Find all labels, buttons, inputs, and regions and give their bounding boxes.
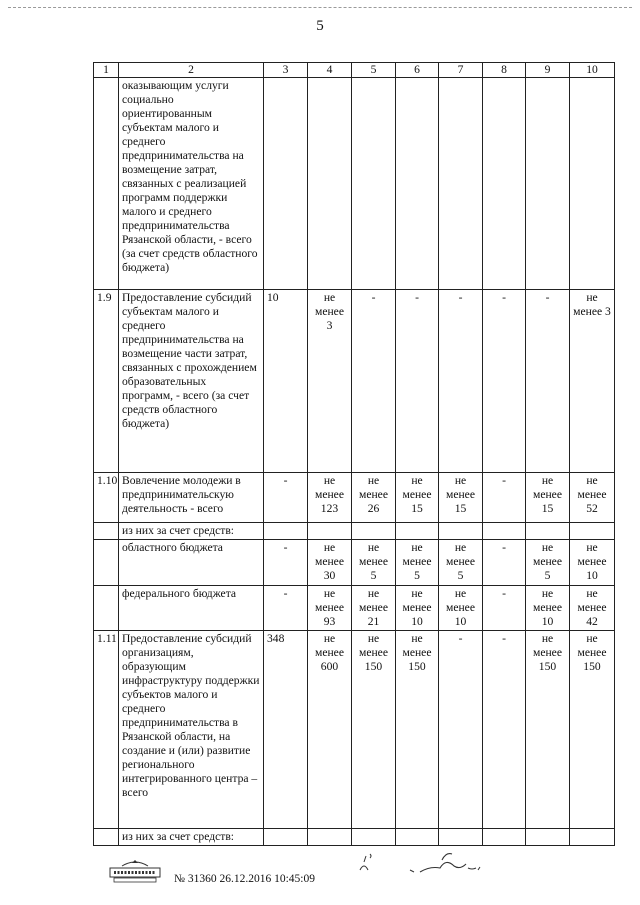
value-cell (570, 523, 615, 540)
top-scan-line (8, 7, 632, 8)
value-cell: не менее 150 (396, 631, 439, 829)
header-cell: 2 (119, 63, 264, 78)
value-cell: - (264, 540, 308, 586)
registration-number: № 31360 26.12.2016 10:45:09 (174, 873, 315, 885)
table-header-row (94, 63, 615, 78)
table-row (94, 78, 615, 290)
row-number: 1.11 (94, 631, 119, 829)
value-cell: - (396, 290, 439, 473)
value-cell: не менее 123 (308, 473, 352, 523)
value-cell: не менее 21 (352, 586, 396, 631)
value-cell: - (526, 290, 570, 473)
value-cell: - (483, 290, 526, 473)
value-cell (396, 523, 439, 540)
table-row (94, 631, 615, 829)
value-cell (308, 523, 352, 540)
value-cell: 10 (264, 290, 308, 473)
value-cell: - (439, 631, 483, 829)
value-cell (352, 523, 396, 540)
header-cell: 5 (352, 63, 396, 78)
value-cell (352, 78, 396, 290)
value-cell: не менее 5 (526, 540, 570, 586)
row-description: из них за счет средств: (119, 523, 264, 540)
value-cell: не менее 42 (570, 586, 615, 631)
value-cell: не менее 150 (526, 631, 570, 829)
value-cell: не менее 5 (352, 540, 396, 586)
value-cell: - (483, 586, 526, 631)
indicators-table (93, 62, 615, 846)
value-cell (439, 523, 483, 540)
table-row (94, 523, 615, 540)
value-cell: 348 (264, 631, 308, 829)
row-number: 1.10 (94, 473, 119, 523)
value-cell: не менее 5 (439, 540, 483, 586)
row-number (94, 586, 119, 631)
row-description: Предоставление субсидий субъектам малого и среднего предпринимательства на возмещение части затрат, связанных с прохождением образовательных программ, - всего (за счет средств областного бюджета) (119, 290, 264, 473)
value-cell (526, 523, 570, 540)
value-cell: не менее 15 (396, 473, 439, 523)
value-cell: не менее 10 (526, 586, 570, 631)
table-row (94, 473, 615, 523)
value-cell: - (352, 290, 396, 473)
value-cell (264, 829, 308, 846)
value-cell (483, 523, 526, 540)
header-cell: 1 (94, 63, 119, 78)
header-cell: 9 (526, 63, 570, 78)
header-cell: 7 (439, 63, 483, 78)
value-cell (439, 78, 483, 290)
row-number (94, 78, 119, 290)
header-cell: 4 (308, 63, 352, 78)
row-description: федерального бюджета (119, 586, 264, 631)
header-cell: 8 (483, 63, 526, 78)
page-number: 5 (316, 18, 324, 34)
table-row (94, 540, 615, 586)
header-cell: 6 (396, 63, 439, 78)
row-description: из них за счет средств: (119, 829, 264, 846)
value-cell: не менее 10 (570, 540, 615, 586)
value-cell (526, 78, 570, 290)
value-cell: - (483, 473, 526, 523)
value-cell: не менее 5 (396, 540, 439, 586)
value-cell: - (439, 290, 483, 473)
value-cell: - (264, 473, 308, 523)
value-cell (264, 523, 308, 540)
value-cell (526, 829, 570, 846)
value-cell: не менее 600 (308, 631, 352, 829)
row-number (94, 523, 119, 540)
value-cell: не менее 3 (308, 290, 352, 473)
row-description: оказывающим услуги социально ориентированным субъектам малого и среднего предпринимательства на возмещение затрат, связанных с реализацией программ поддержки малого и среднего предпринимательства Рязанской области, - всего (за счет средств областного бюджета) (119, 78, 264, 290)
registration-stamp-icon (108, 858, 162, 884)
signature-mark (350, 840, 490, 880)
row-description: Предоставление субсидий организациям, образующим инфраструктуру поддержки субъектов малого и среднего предпринимательства в Рязанской области, на создание и (или) развитие регионального интегрированного центра – всего (119, 631, 264, 829)
value-cell: не менее 10 (439, 586, 483, 631)
row-number (94, 540, 119, 586)
value-cell (308, 78, 352, 290)
row-description: областного бюджета (119, 540, 264, 586)
value-cell: не менее 15 (439, 473, 483, 523)
row-number: 1.9 (94, 290, 119, 473)
value-cell: - (264, 586, 308, 631)
header-cell: 3 (264, 63, 308, 78)
row-number (94, 829, 119, 846)
table-row (94, 290, 615, 473)
value-cell: не менее 3 (570, 290, 615, 473)
value-cell: не менее 26 (352, 473, 396, 523)
value-cell (570, 829, 615, 846)
value-cell: не менее 93 (308, 586, 352, 631)
value-cell: - (483, 631, 526, 829)
value-cell: не менее 52 (570, 473, 615, 523)
value-cell (396, 78, 439, 290)
row-description: Вовлечение молодежи в предпринимательскую деятельность - всего (119, 473, 264, 523)
value-cell (570, 78, 615, 290)
table-row (94, 586, 615, 631)
value-cell: - (483, 540, 526, 586)
value-cell (264, 78, 308, 290)
value-cell: не менее 30 (308, 540, 352, 586)
value-cell: не менее 150 (570, 631, 615, 829)
value-cell (483, 78, 526, 290)
value-cell (308, 829, 352, 846)
header-cell: 10 (570, 63, 615, 78)
value-cell: не менее 150 (352, 631, 396, 829)
value-cell: не менее 15 (526, 473, 570, 523)
value-cell: не менее 10 (396, 586, 439, 631)
